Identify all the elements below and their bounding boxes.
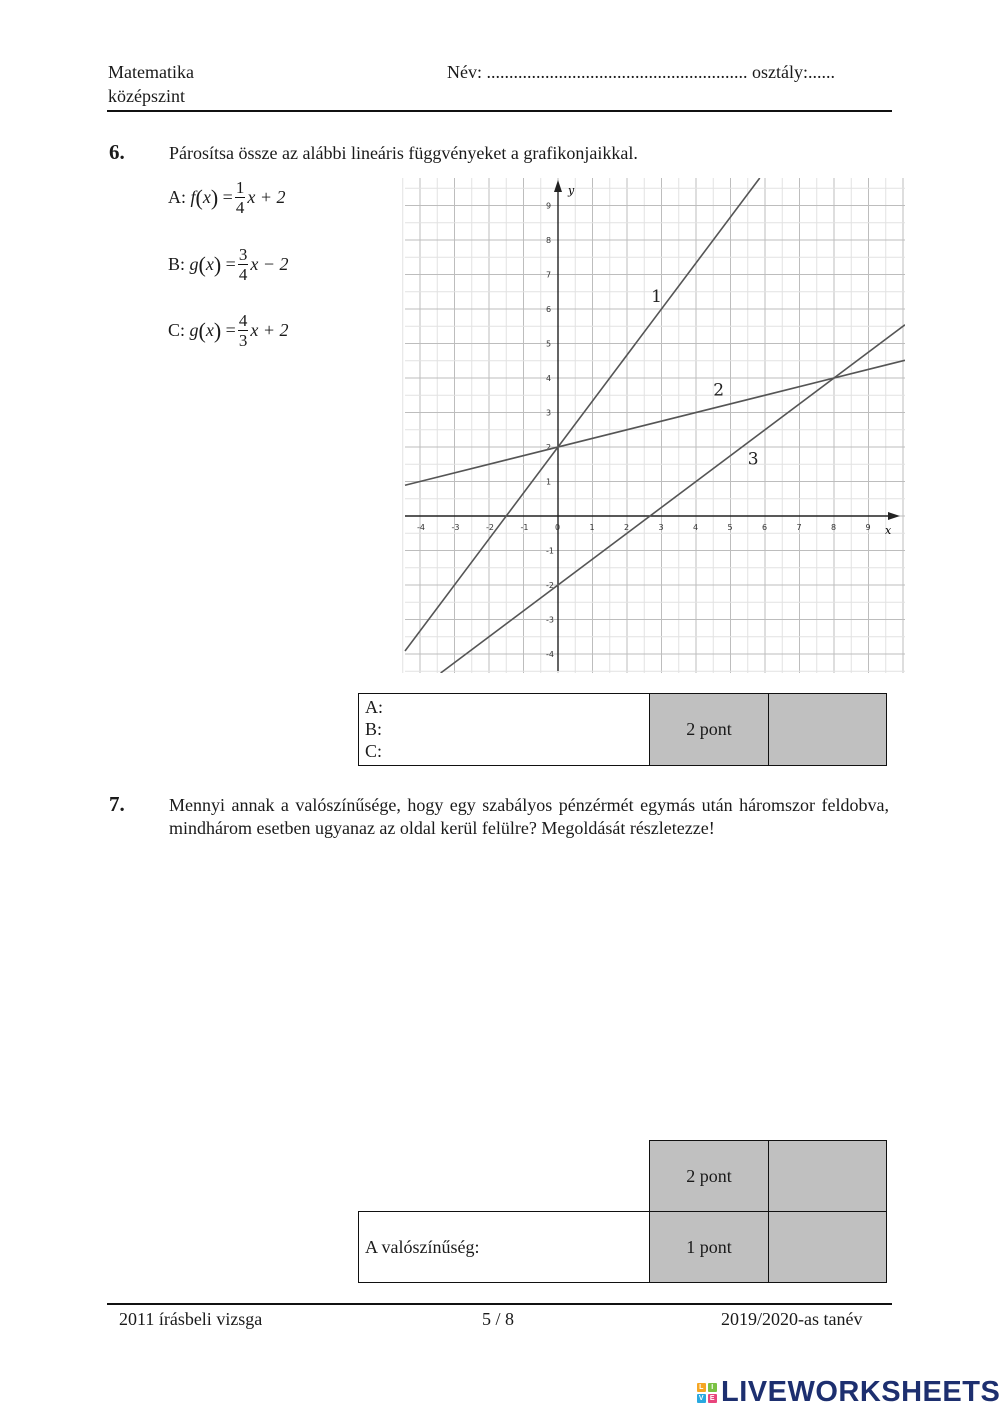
x-tick-label: 9 [865, 523, 871, 532]
probability-label: A valószínűség: [365, 1237, 480, 1257]
axes [405, 180, 900, 671]
score-cell-q7-1 [768, 1140, 887, 1212]
brand-name: LIVEWORKSHEETS [721, 1376, 1000, 1408]
logo-icon: L I V E [698, 1383, 716, 1402]
function-tail: x + 2 [250, 320, 289, 340]
points-label: 1 pont [686, 1236, 732, 1257]
y-tick-label: -4 [546, 650, 554, 659]
points-cell-q7-2 [649, 1211, 769, 1283]
function-name: g [189, 254, 199, 274]
line-graph [400, 178, 905, 673]
function-b: B: g ( x ) = $\frac{3}{4}$ x − 2 [168, 245, 289, 284]
fraction: $\frac{1}{4}$ [235, 178, 245, 217]
y-axis-label: y [568, 184, 575, 197]
series-line-2 [405, 360, 905, 485]
series-label-1: 1 [651, 287, 662, 308]
name-class-field[interactable]: Név: .......................................................... osztály:...... [447, 62, 835, 82]
x-tick-label: 7 [796, 523, 802, 532]
x-tick-label: 1 [589, 523, 595, 532]
x-tick-label: 0 [555, 523, 561, 532]
question-6-text: Párosítsa össze az alábbi lineáris függvényeket a grafikonjaikkal. [169, 143, 638, 163]
x-tick-label: 4 [693, 523, 699, 532]
function-c: C: g ( x ) = $\frac{4}{3}$ x + 2 [168, 311, 289, 350]
answer-c-label: C: [365, 741, 383, 761]
y-tick-label: 3 [546, 408, 552, 418]
series-lines [405, 178, 905, 673]
function-tail: x + 2 [247, 187, 286, 207]
x-tick-label: 8 [831, 523, 837, 532]
level-label: középszint [108, 86, 185, 106]
function-tail: x − 2 [250, 254, 289, 274]
y-tick-label: -3 [546, 615, 554, 625]
answer-a-label: A: [365, 697, 383, 717]
series-label-3: 3 [747, 449, 759, 470]
points-label: 2 pont [686, 719, 732, 739]
grid [403, 178, 905, 673]
series-label-2: 2 [713, 380, 725, 401]
y-tick-label: -2 [546, 581, 554, 590]
points-cell-q7-1 [649, 1140, 769, 1212]
x-axis-label: x [885, 524, 892, 537]
function-a: A: f ( x ) = $\frac{1}{4}$ x + 2 [168, 178, 286, 217]
points-cell-q6 [649, 693, 769, 766]
score-cell-q7-2 [768, 1211, 887, 1283]
function-label: B: [168, 254, 186, 274]
y-tick-label: 1 [546, 477, 552, 487]
question-6-number: 6. [109, 140, 125, 164]
series-line-1 [405, 178, 760, 651]
answer-b-label: B: [365, 719, 383, 739]
x-axis-arrow [888, 512, 900, 520]
question-7-number: 7. [109, 792, 125, 816]
y-tick-label: 6 [546, 305, 552, 314]
points-label: 2 pont [686, 1165, 732, 1186]
liveworksheets-logo[interactable] [697, 1376, 1000, 1409]
y-tick-label: -1 [546, 546, 554, 556]
x-tick-label: -4 [417, 523, 425, 532]
y-tick-label: 9 [546, 201, 552, 211]
fraction: $\frac{3}{4}$ [238, 245, 248, 284]
x-tick-label: 2 [624, 523, 630, 532]
function-name: g [189, 320, 199, 340]
function-label: A: [168, 187, 186, 207]
subject-label: Matematika [108, 62, 194, 82]
x-tick-label: -1 [520, 523, 529, 532]
x-tick-label: 6 [762, 523, 768, 532]
function-label: C: [168, 320, 186, 340]
answer-box-q6[interactable] [358, 693, 650, 766]
y-axis-arrow [554, 180, 562, 192]
y-tick-label: 4 [546, 374, 552, 383]
fraction: $\frac{4}{3}$ [238, 311, 248, 350]
answer-box-q7[interactable] [358, 1211, 650, 1283]
x-tick-label: -2 [486, 523, 494, 532]
y-tick-label: 2 [546, 443, 552, 452]
x-tick-label: 5 [727, 523, 733, 532]
footer-page: 5 / 8 [482, 1309, 515, 1329]
x-tick-label: 3 [658, 523, 664, 532]
y-tick-label: 7 [546, 270, 552, 280]
y-tick-label: 5 [546, 339, 552, 349]
score-cell-q6 [768, 693, 887, 766]
header-divider [107, 110, 892, 112]
footer-year: 2019/2020-as tanév [721, 1309, 863, 1329]
footer-exam: 2011 írásbeli vizsga [119, 1309, 263, 1329]
question-7-text: Mennyi annak a valószínűsége, hogy egy szabályos pénzérmét egymás után háromszor feldobva, mindhárom esetben ugyanaz az oldal kerül felülre? Megoldását részletezze! [169, 795, 889, 838]
function-name: f [190, 187, 196, 207]
footer-divider [107, 1303, 892, 1305]
x-tick-label: -3 [451, 523, 460, 532]
y-tick-label: 8 [546, 236, 552, 245]
